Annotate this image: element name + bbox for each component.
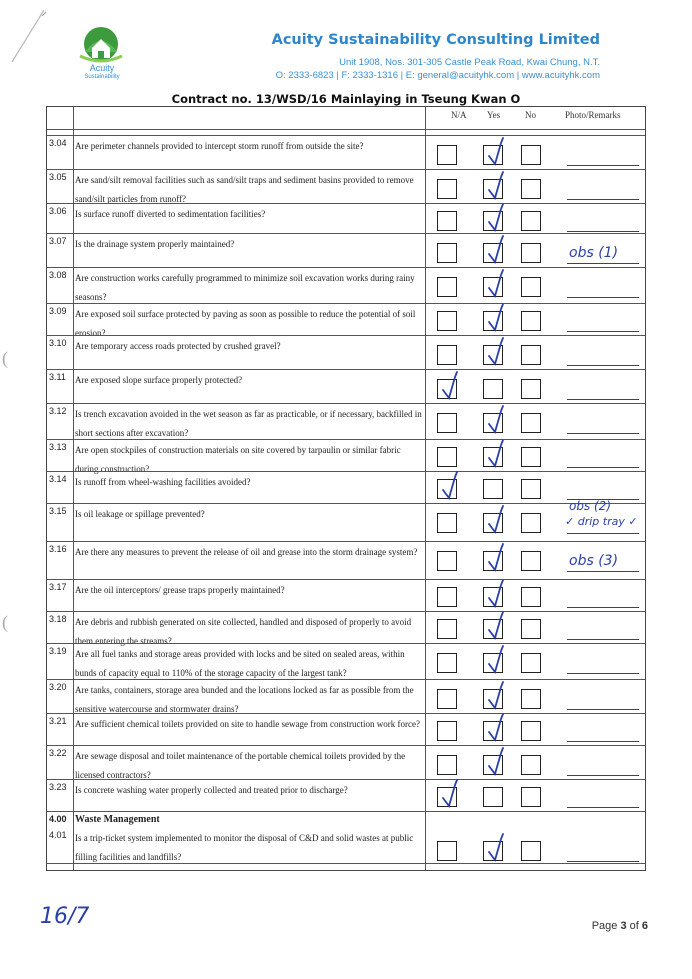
checkbox-no[interactable]: [521, 619, 541, 639]
checkbox-no[interactable]: [521, 787, 541, 807]
table-row: [47, 369, 645, 403]
checkbox-na[interactable]: [437, 653, 457, 673]
column-header-remarks: Photo/Remarks: [565, 110, 621, 120]
checkbox-yes[interactable]: [483, 787, 503, 807]
item-question: Are sufficient chemical toilets provided on site to handle sewage from construction work force?: [75, 719, 420, 729]
column-header-yes: Yes: [487, 110, 501, 120]
checkbox-no[interactable]: [521, 145, 541, 165]
checkbox-no[interactable]: [521, 653, 541, 673]
remark-line: [567, 775, 639, 776]
item-question: Are sewage disposal and toilet maintenance of the portable chemical toilets provided by the licensed contractors?: [75, 751, 406, 780]
remark-line: [567, 297, 639, 298]
item-number: 3.18: [49, 614, 67, 624]
remark-line: [567, 399, 639, 400]
item-number: 3.22: [49, 748, 67, 758]
checkmark-icon: [484, 681, 510, 711]
checkbox-na[interactable]: [437, 211, 457, 231]
checkbox-na[interactable]: [437, 587, 457, 607]
checkmark-icon: [484, 405, 510, 435]
remark-line: [567, 365, 639, 366]
section-number: 4.00: [49, 814, 67, 824]
checkmark-icon: [484, 579, 510, 609]
checkbox-na[interactable]: [437, 755, 457, 775]
logo-name: Acuity: [89, 63, 115, 73]
item-number: 3.21: [49, 716, 67, 726]
checkbox-na[interactable]: [437, 243, 457, 263]
checkbox-yes[interactable]: [483, 379, 503, 399]
checkbox-no[interactable]: [521, 513, 541, 533]
checkbox-yes[interactable]: [483, 479, 503, 499]
handwritten-remark-detail: ✓ drip tray ✓: [565, 515, 638, 528]
contract-title: Contract no. 13/WSD/16 Mainlaying in Tseung Kwan O: [171, 92, 521, 106]
checkbox-na[interactable]: [437, 513, 457, 533]
item-number: 3.23: [49, 782, 67, 792]
item-question: Are exposed soil surface protected by paving as soon as possible to reduce the potential of soil erosion?: [75, 309, 416, 338]
page-mid: of: [626, 920, 642, 932]
item-number: 3.16: [49, 544, 67, 554]
checkmark-icon: [484, 611, 510, 641]
checkbox-na[interactable]: [437, 345, 457, 365]
checkmark-icon: [484, 833, 510, 863]
checkbox-no[interactable]: [521, 479, 541, 499]
checkbox-no[interactable]: [521, 243, 541, 263]
item-question: Are open stockpiles of construction materials on site covered by tarpaulin or similar fabric during construction?: [75, 445, 401, 474]
checkmark-icon: [484, 137, 510, 167]
checkbox-no[interactable]: [521, 689, 541, 709]
item-number: 3.13: [49, 442, 67, 452]
table-row: [47, 579, 645, 611]
table-row: [47, 303, 645, 338]
table-row: [47, 713, 645, 745]
checkmark-icon: [484, 269, 510, 299]
checkmark-icon: [484, 235, 510, 265]
table-row: [47, 499, 645, 541]
checkmark-icon: [484, 303, 510, 333]
checkbox-no[interactable]: [521, 211, 541, 231]
section-title: Waste Management: [75, 814, 160, 825]
remark-line: [567, 571, 639, 572]
remark-line: [567, 607, 639, 608]
item-question: Are sand/silt removal facilities such as sand/silt traps and sediment basins provided to remove sand/silt particles from runoff?: [75, 175, 414, 204]
item-question: Is trench excavation avoided in the wet season as far as practicable, or if necessary, backfilled in short sections after excavation?: [75, 409, 422, 438]
remark-line: [567, 861, 639, 862]
item-question: Is a trip-ticket system implemented to monitor the disposal of C&D and solid wastes at public filling facilities and landfills?: [75, 833, 414, 862]
handwritten-remark: obs (1): [569, 245, 619, 261]
checkmark-icon: [484, 645, 510, 675]
checkmark-icon: [438, 779, 464, 809]
item-question: Are there any measures to prevent the release of oil and grease into the storm drainage system?: [75, 547, 418, 557]
item-question: Is the drainage system properly maintained?: [75, 239, 235, 249]
table-row: [47, 135, 645, 169]
item-question: Is concrete washing water properly collected and treated prior to discharge?: [75, 785, 348, 795]
checkbox-na[interactable]: [437, 447, 457, 467]
checkbox-no[interactable]: [521, 379, 541, 399]
table-row: [47, 233, 645, 267]
remark-line: [567, 433, 639, 434]
pen-stroke-mark: [8, 6, 48, 66]
checkbox-na[interactable]: [437, 551, 457, 571]
item-number: 3.15: [49, 506, 67, 516]
checkbox-na[interactable]: [437, 689, 457, 709]
checkmark-icon: [438, 471, 464, 501]
checkmark-icon: [484, 337, 510, 367]
checkbox-na[interactable]: [437, 841, 457, 861]
checkbox-no[interactable]: [521, 311, 541, 331]
checkbox-na[interactable]: [437, 619, 457, 639]
checkmark-icon: [438, 371, 464, 401]
remark-line: [567, 533, 639, 534]
checkbox-no[interactable]: [521, 587, 541, 607]
checkbox-no[interactable]: [521, 551, 541, 571]
item-number: 3.19: [49, 646, 67, 656]
checkmark-icon: [484, 747, 510, 777]
table-row: [47, 471, 645, 503]
remark-line: [567, 673, 639, 674]
remark-line: [567, 709, 639, 710]
item-question: Are all fuel tanks and storage areas provided with locks and be sited on sealed areas, within bunds of capacity equal to 110% of the storage capacity of the largest tank?: [75, 649, 405, 678]
table-row: [47, 779, 645, 811]
handwritten-remark: obs (2): [569, 499, 612, 513]
item-number: 3.20: [49, 682, 67, 692]
table-row: [47, 335, 645, 369]
margin-bracket-mark: (: [2, 612, 8, 632]
item-number: 3.08: [49, 270, 67, 280]
page-total: 6: [641, 920, 648, 932]
column-header-na: N/A: [451, 110, 467, 120]
item-question: Is surface runoff diverted to sedimentation facilities?: [75, 209, 266, 219]
item-question: Are exposed slope surface properly protected?: [75, 375, 243, 385]
remark-line: [567, 199, 639, 200]
item-number: 3.17: [49, 582, 67, 592]
checkbox-no[interactable]: [521, 755, 541, 775]
handwritten-page-note: 16/7: [40, 904, 90, 929]
table-row: [47, 403, 645, 439]
checkbox-na[interactable]: [437, 721, 457, 741]
checkmark-icon: [484, 713, 510, 743]
checkbox-na[interactable]: [437, 277, 457, 297]
margin-bracket-mark: (: [2, 348, 8, 368]
checkbox-na[interactable]: [437, 311, 457, 331]
item-question: Are the oil interceptors/ grease traps properly maintained?: [75, 585, 285, 595]
checkbox-na[interactable]: [437, 413, 457, 433]
page-current: 3: [620, 920, 627, 932]
checkmark-icon: [484, 203, 510, 233]
remark-line: [567, 807, 639, 808]
checkbox-na[interactable]: [437, 145, 457, 165]
logo-text: [62, 64, 142, 82]
item-number: 4.01: [49, 830, 67, 840]
table-row: [47, 679, 645, 713]
checkbox-na[interactable]: [437, 179, 457, 199]
row-divider: [47, 863, 645, 864]
checkbox-no[interactable]: [521, 179, 541, 199]
table-row: [47, 267, 645, 303]
item-number: 3.05: [49, 172, 67, 182]
table-row: [47, 541, 645, 579]
table-row: [47, 643, 645, 679]
checkmark-icon: [484, 543, 510, 573]
item-question: Are temporary access roads protected by crushed gravel?: [75, 341, 281, 351]
table-row: [47, 611, 645, 646]
company-contact: O: 2333-6823 | F: 2333-1316 | E: general@acuityhk.com | www.acuityhk.com: [275, 70, 600, 81]
item-number: 3.10: [49, 338, 67, 348]
page-prefix: Page: [591, 920, 621, 932]
logo-tag: Sustainability: [84, 74, 120, 80]
checklist-table: [46, 106, 646, 871]
item-question: Are perimeter channels provided to intercept storm runoff from outside the site?: [75, 141, 364, 151]
remark-line: [567, 331, 639, 332]
remark-line: [567, 165, 639, 166]
item-question: Are construction works carefully programmed to minimize soil excavation works during rainy seasons?: [75, 273, 415, 302]
checkbox-no[interactable]: [521, 345, 541, 365]
checkbox-no[interactable]: [521, 841, 541, 861]
company-address-block: [276, 56, 600, 82]
item-question: Is runoff from wheel-washing facilities avoided?: [75, 477, 251, 487]
item-question: Is oil leakage or spillage prevented?: [75, 509, 205, 519]
item-question: Are debris and rubbish generated on site collected, handled and disposed of properly to avoid them entering the streams?: [75, 617, 412, 646]
checkmark-icon: [484, 439, 510, 469]
checkbox-no[interactable]: [521, 721, 541, 741]
checkbox-no[interactable]: [521, 277, 541, 297]
item-number: 3.04: [49, 138, 67, 148]
item-number: 3.06: [49, 206, 67, 216]
checkmark-icon: [484, 171, 510, 201]
table-row: [47, 745, 645, 779]
remark-line: [567, 231, 639, 232]
company-address: Unit 1908, Nos. 301-305 Castle Peak Road, Kwai Chung, N.T.: [339, 57, 600, 68]
item-number: 3.07: [49, 236, 67, 246]
remark-line: [567, 741, 639, 742]
row-divider: [47, 129, 645, 130]
company-name: Acuity Sustainability Consulting Limited: [271, 32, 600, 48]
item-number: 3.12: [49, 406, 67, 416]
table-row: [47, 203, 645, 233]
page-number: [592, 920, 648, 932]
remark-line: [567, 263, 639, 264]
checkbox-no[interactable]: [521, 447, 541, 467]
column-header-no: No: [525, 110, 536, 120]
handwritten-remark: obs (3): [569, 553, 619, 569]
item-question: Are tanks, containers, storage area bunded and the locations locked as far as possible from the sensitive watercourse and stormwater drains?: [75, 685, 414, 714]
item-number: 3.14: [49, 474, 67, 484]
table-row: [47, 169, 645, 203]
checkmark-icon: [484, 505, 510, 535]
table-row: [47, 439, 645, 474]
checkbox-no[interactable]: [521, 413, 541, 433]
item-number: 3.11: [49, 372, 66, 382]
remark-line: [567, 467, 639, 468]
item-number: 3.09: [49, 306, 67, 316]
remark-line: [567, 639, 639, 640]
